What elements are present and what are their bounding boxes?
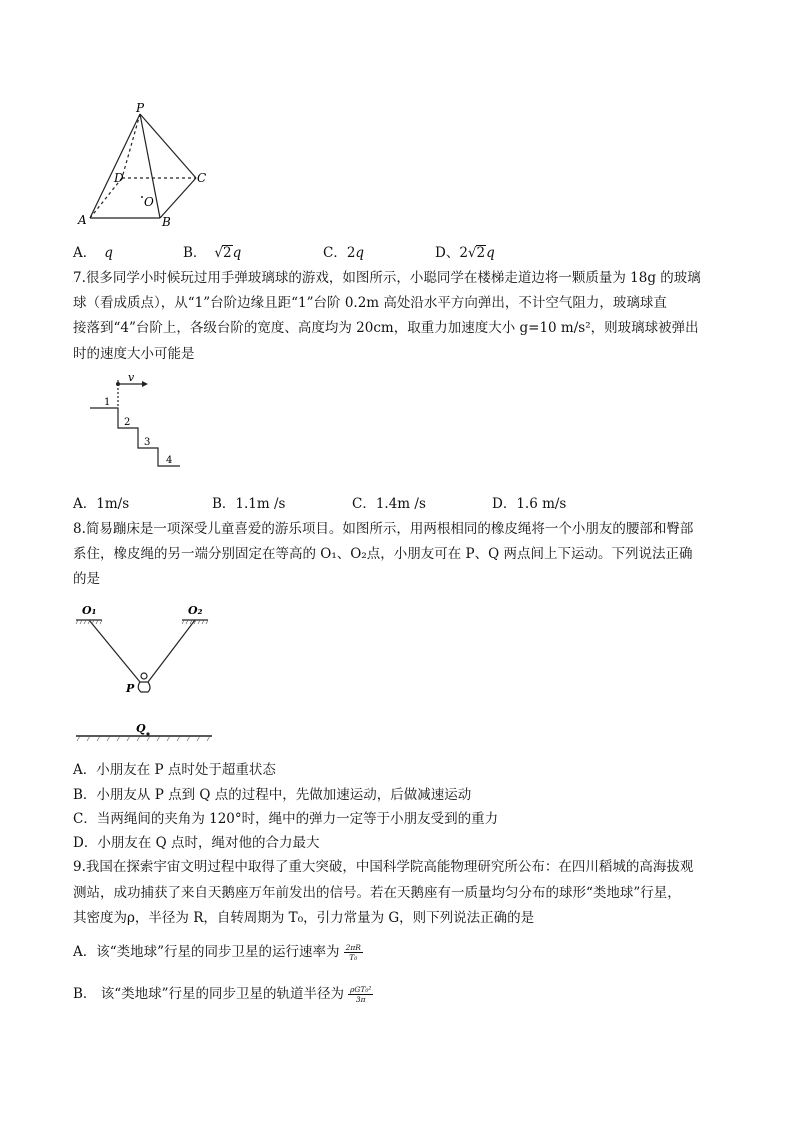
stairs-figure [88,372,188,472]
q9-line-3: 其密度为ρ，半径为 R，自转周期为 T₀，引力常量为 G，则下列说法正确的是 [73,910,535,926]
step-2: 2 [124,417,131,428]
q8-option-a: A．小朋友在 P 点时处于超重状态 [73,762,276,778]
label-A: A [78,213,87,227]
label-D: D [114,171,124,185]
q6-option-c: C．2q [323,245,365,261]
q7-line-3: 接落到“4”台阶上，各级台阶的宽度、高度均为 20cm，取重力加速度大小 g=10 m/s²，则玻璃球被弹出 [73,320,699,336]
label-O2: O₂ [188,604,203,617]
pyramid-figure [74,100,214,230]
fraction-radius: $\frac{\text{ρGT₀²}}{3\pi}$ [350,985,372,1004]
q6-option-a: A． q [73,245,113,261]
q9-line-2: 测站，成功捕获了来自天鹅座万年前发出的信号。若在天鹅座有一质量均匀分布的球形“类地球”行星， [73,885,681,901]
q8-line-1: 8.简易蹦床是一项深受儿童喜爱的游乐项目。如图所示，用两根相同的橡皮绳将一个小朋友的腰部和臀部 [73,521,694,537]
q6-option-d: D、2√2q [435,245,495,261]
q8-option-b: B．小朋友从 P 点到 Q 点的过程中，先做加速运动，后做减速运动 [73,787,472,803]
q7-option-a: A．1m/s [73,496,130,512]
label-C: C [197,171,207,185]
q8-line-2: 系住，橡皮绳的另一端分别固定在等高的 O₁、O₂点，小朋友可在 P、Q 两点间上下运动。下列说法正确 [73,546,693,562]
label-B: B [162,215,171,229]
label-P: P [136,101,145,115]
q9-line-1: 9.我国在探索宇宙文明过程中取得了重大突破，中国科学院高能物理研究所公布：在四川稻城的高海拔观 [73,859,694,875]
label-P: P [126,682,135,695]
q7-option-d: D．1.6 m/s [492,496,567,512]
q8-option-c: C．当两绳间的夹角为 120°时，绳中的弹力一定等于小朋友受到的重力 [73,811,499,827]
q7-line-1: 7.很多同学小时候玩过用手弹玻璃球的游戏，如图所示，小聪同学在楼梯走道边将一颗质量为 18g 的玻璃 [73,270,701,286]
trampoline-figure [72,600,222,745]
step-3: 3 [144,437,151,448]
label-O: O [144,195,154,209]
q9-option-b: B． 该“类地球”行星的同步卫星的轨道半径为 $\frac{\text{ρGT₀²}}{3\pi}$ [73,985,372,1004]
q8-option-d: D．小朋友在 Q 点时，绳对他的合力最大 [73,835,320,851]
label-O1: O₁ [82,604,97,617]
label-v: v [128,372,135,384]
fraction-velocity: $\frac{2\pi R}{\text{T₀}}$ [345,943,361,962]
q6-option-b: B． √2q [183,245,242,261]
q7-line-4: 时的速度大小可能是 [73,346,195,362]
q7-option-c: C．1.4m /s [352,496,426,512]
q9-option-a: A．该“类地球”行星的同步卫星的运行速率为 $\frac{2\pi R}{\text{T₀}}$ [73,943,361,962]
q8-line-3: 的是 [73,571,100,587]
step-4: 4 [166,455,173,466]
step-1: 1 [104,397,111,408]
label-Q: Q [136,722,146,735]
q7-line-2: 球（看成质点），从“1”台阶边缘且距“1”台阶 0.2m 高处沿水平方向弹出，不计空气阻力，玻璃球直 [73,295,667,311]
q7-option-b: B．1.1m /s [212,496,286,512]
